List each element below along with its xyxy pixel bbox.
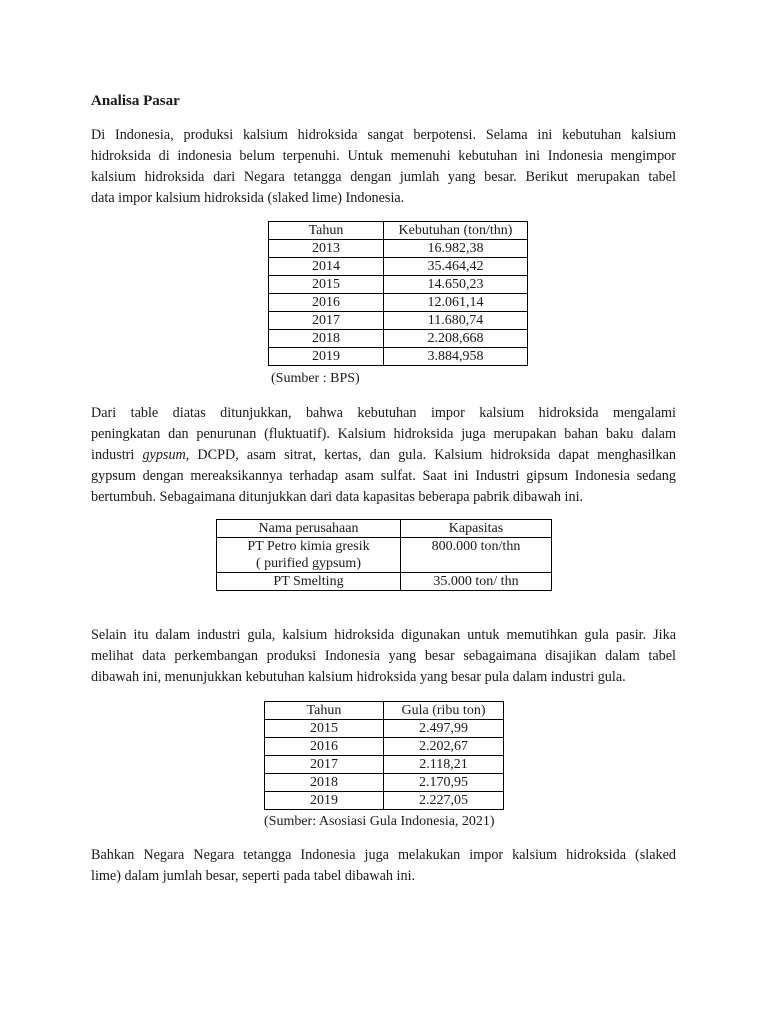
company-cell [217, 538, 401, 573]
capacity-cell: 800.000 ton/thn [401, 538, 552, 573]
intro-paragraph [91, 125, 676, 209]
value-cell: 16.982,38 [384, 240, 528, 258]
table-row [269, 330, 528, 348]
year-cell: 2016 [265, 738, 384, 756]
table-row [269, 294, 528, 312]
text-line: dibawah ini, menunjukkan kebutuhan kalsium hidroksida yang besar pula dalam industri gula. [91, 669, 626, 685]
company-note: ( purified gypsum) [256, 556, 361, 571]
text-line: Dari table diatas ditunjukkan, bahwa kebutuhan impor kalsium hidroksida mengalami [91, 405, 676, 421]
value-cell: 35.464,42 [384, 258, 528, 276]
table-row [269, 312, 528, 330]
value-cell: 2.208,668 [384, 330, 528, 348]
table-header-cell: Nama perusahaan [217, 520, 401, 538]
text-run: , DCPD, asam sitrat, kertas, dan gula. Kalsium hidroksida dapat menghasilkan [185, 447, 676, 463]
table-row [217, 573, 552, 591]
table-row [269, 240, 528, 258]
text-line: peningkatan dan penurunan (fluktuatif). Kalsium hidroksida juga merupakan bahan baku dalam [91, 426, 676, 442]
text-line: Di Indonesia, produksi kalsium hidroksida sangat berpotensi. Selama ini kebutuhan kalsium [91, 127, 676, 143]
market-paragraph [91, 403, 676, 508]
table-header-row [217, 520, 552, 538]
table-row [217, 538, 552, 573]
text-line [91, 445, 676, 466]
text-run: industri [91, 447, 143, 463]
table-header-cell: Kapasitas [401, 520, 552, 538]
sugar-table [264, 701, 504, 810]
year-cell: 2013 [269, 240, 384, 258]
table-header-cell: Kebutuhan (ton/thn) [384, 222, 528, 240]
text-line: lime) dalam jumlah besar, seperti pada tabel dibawah ini. [91, 868, 416, 884]
year-cell: 2016 [269, 294, 384, 312]
table-source: (Sumber : BPS) [271, 371, 360, 386]
year-cell: 2015 [265, 720, 384, 738]
text-line: kalsium hidroksida dari Negara tetangga dengan jumlah yang besar. Berikut merupakan tabel [91, 169, 676, 185]
value-cell: 12.061,14 [384, 294, 528, 312]
table-header-row [265, 702, 504, 720]
company-cell: PT Smelting [217, 573, 401, 591]
value-cell: 11.680,74 [384, 312, 528, 330]
import-table [268, 221, 528, 366]
year-cell: 2015 [269, 276, 384, 294]
table-source: (Sumber: Asosiasi Gula Indonesia, 2021) [264, 814, 495, 829]
company-name: PT Petro kimia gresik [247, 539, 370, 554]
year-cell: 2018 [265, 774, 384, 792]
italic-term: gypsum [142, 447, 186, 463]
table-row [265, 720, 504, 738]
sugar-paragraph [91, 625, 676, 688]
text-line: bertumbuh. Sebagaimana ditunjukkan dari data kapasitas beberapa pabrik dibawah ini. [91, 489, 584, 505]
table-row [269, 276, 528, 294]
value-cell: 14.650,23 [384, 276, 528, 294]
value-cell: 2.202,67 [384, 738, 504, 756]
text-line: Selain itu dalam industri gula, kalsium hidroksida digunakan untuk memutihkan gula pasir. Jika [91, 627, 676, 643]
value-cell: 2.170,95 [384, 774, 504, 792]
section-heading: Analisa Pasar [91, 93, 180, 109]
year-cell: 2014 [269, 258, 384, 276]
table-header-cell: Gula (ribu ton) [384, 702, 504, 720]
year-cell: 2017 [269, 312, 384, 330]
year-cell: 2018 [269, 330, 384, 348]
value-cell: 3.884,958 [384, 348, 528, 366]
text-line: Bahkan Negara Negara tetangga Indonesia juga melakukan impor kalsium hidroksida (slaked [91, 847, 676, 863]
value-cell: 2.497,99 [384, 720, 504, 738]
closing-paragraph [91, 845, 676, 887]
table-header-cell: Tahun [269, 222, 384, 240]
table-row [269, 258, 528, 276]
table-header-row [269, 222, 528, 240]
text-line: hidroksida di indonesia belum terpenuhi. Untuk memenuhi kebutuhan ini Indonesia mengimpor [91, 148, 676, 164]
table-row [265, 756, 504, 774]
table-row [269, 348, 528, 366]
value-cell: 2.227,05 [384, 792, 504, 810]
table-row [265, 792, 504, 810]
table-header-cell: Tahun [265, 702, 384, 720]
year-cell: 2019 [265, 792, 384, 810]
text-line: data impor kalsium hidroksida (slaked lime) Indonesia. [91, 190, 405, 206]
text-line: melihat data perkembangan produksi Indonesia yang besar sebagaimana disajikan dalam tabel [91, 648, 676, 664]
table-row [265, 774, 504, 792]
year-cell: 2019 [269, 348, 384, 366]
capacity-cell: 35.000 ton/ thn [401, 573, 552, 591]
text-line: gypsum dengan mereaksikannya terhadap asam sulfat. Saat ini Industri gipsum Indonesia sedang [91, 468, 676, 484]
capacity-table [216, 519, 552, 591]
year-cell: 2017 [265, 756, 384, 774]
value-cell: 2.118,21 [384, 756, 504, 774]
table-row [265, 738, 504, 756]
